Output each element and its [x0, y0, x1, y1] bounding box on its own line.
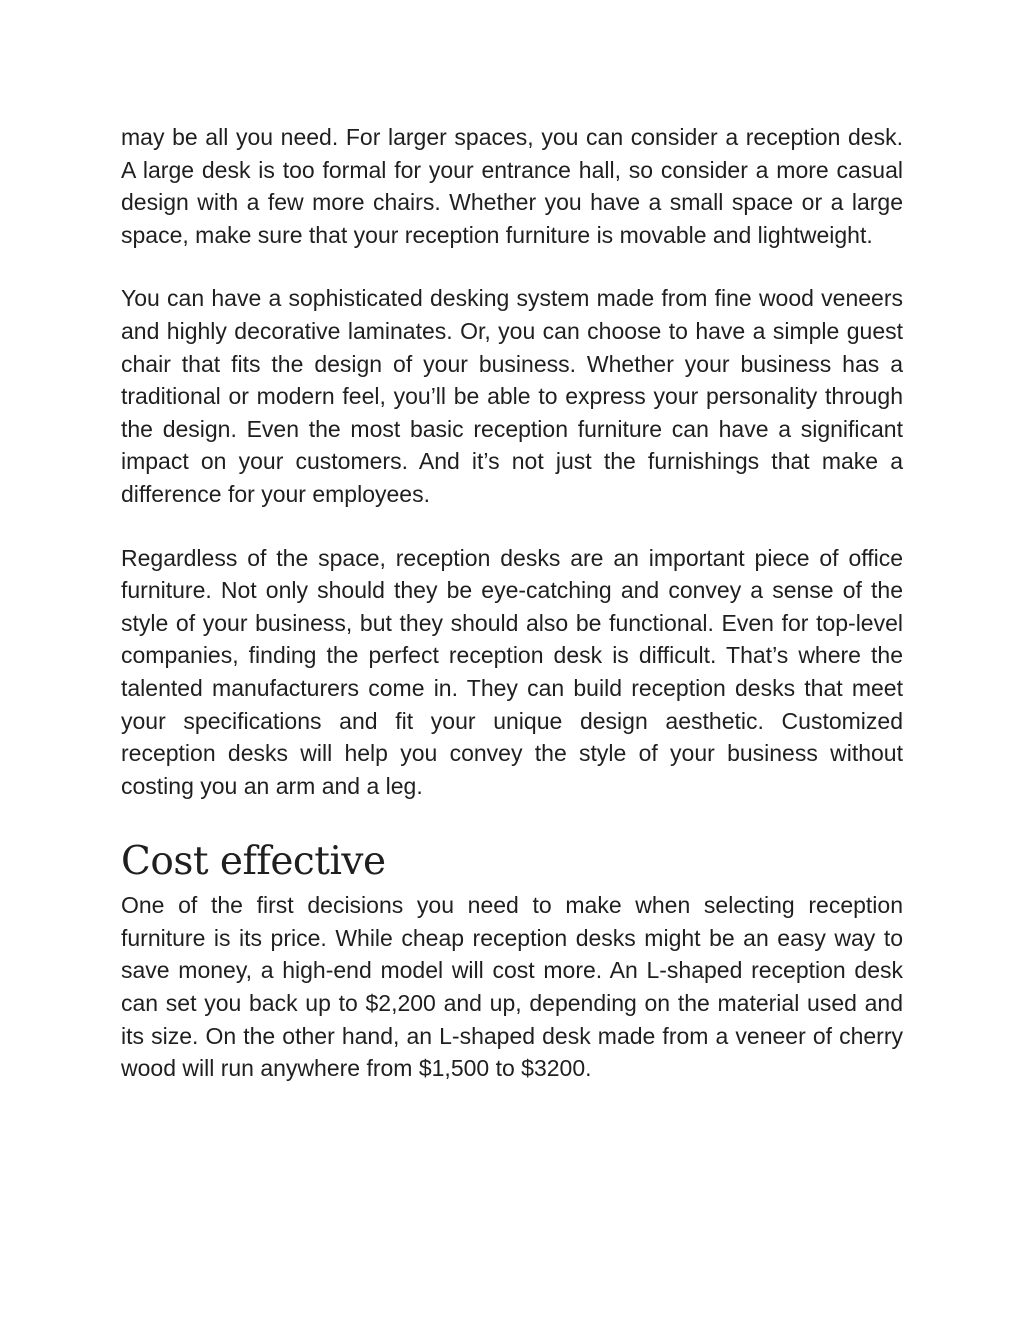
body-paragraph-1: may be all you need. For larger spaces, you can consider a reception desk. A large desk is too formal for your entrance hall, so consider a more casual design with a few more chairs. Whether you have a small space or a large space, make sure that your reception furniture is movable and lightweight. [121, 124, 903, 248]
body-paragraph-2: You can have a sophisticated desking system made from fine wood veneers and highly decorative laminates. Or, you can choose to have a simple guest chair that fits the design of your business. Whether your business has a traditional or modern feel, you’ll be able to express your personality through the design. Even the most basic reception furniture can have a significant impact on your customers. And it’s not just the furnishings that make a difference for your employees. [121, 285, 903, 507]
document-page [121, 121, 903, 1085]
section-heading: Cost effective [121, 839, 386, 885]
body-paragraph-3: Regardless of the space, reception desks are an important piece of office furniture. Not only should they be eye-catching and convey a sense of the style of your business, but they should also be functional. Even for top-level companies, finding the perfect reception desk is difficult. That’s where the talented manufacturers come in. They can build reception desks that meet your specifications and fit your unique design aesthetic. Customized reception desks will help you convey the style of your business without costing you an arm and a leg. [121, 544, 903, 799]
section-paragraph-1: One of the first decisions you need to make when selecting reception furniture is its price. While cheap reception desks might be an easy way to save money, a high-end model will cost more. An L-shaped reception desk can set you back up to $2,200 and up, depending on the material used and its size. On the other hand, an L-shaped desk made from a veneer of cherry wood will run anywhere from $1,500 to $3200. [121, 892, 903, 1082]
